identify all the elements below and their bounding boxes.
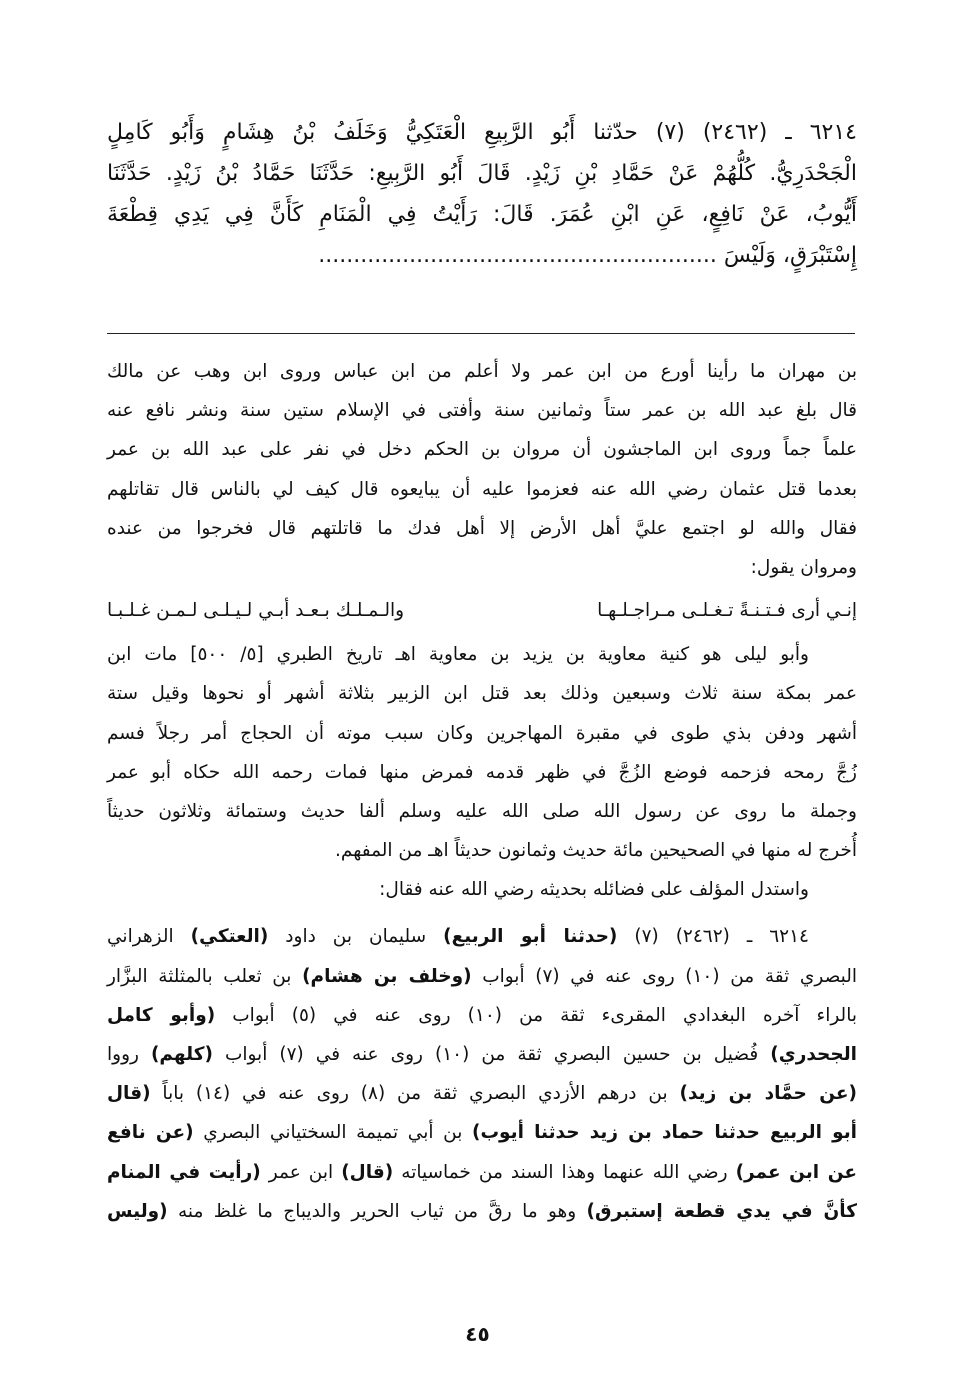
hadith-line: أَيُّوبُ، عَنْ نَافِعٍ، عَنِ ابْنِ عُمَرَ. قَالَ: رَأَيْتُ فِي الْمَنَامِ كَأَنَّ فِي يَدِي قِطْعَةَ: [107, 202, 857, 227]
quoted-matn-text: كأنَّ في يدي قطعة إستبرق): [586, 1200, 857, 1222]
commentary-text-segment: ومروان يقول:: [750, 556, 857, 578]
commentary-line: [107, 548, 857, 587]
quoted-matn-text: (عن نافع: [107, 1122, 194, 1144]
commentary-line: [107, 996, 857, 1035]
commentary-text-segment: بالراء آخره البغدادي المقرىء ثقة من (١٠) روى عنه في (٥) أبواب: [215, 1004, 857, 1026]
commentary-text-segment: سليمان بن داود: [268, 926, 444, 948]
quoted-matn-text: (وليس: [107, 1200, 168, 1222]
hadith-text: [107, 112, 857, 276]
quoted-matn-text: (حدثنا أبو الربيع): [443, 926, 618, 948]
commentary-text-segment: وأبو ليلى هو كنية معاوية بن يزيد بن معاوية اهـ تاريخ الطبري [٥/ ٥٠٠] مات ابن: [107, 644, 809, 666]
commentary-line: [107, 792, 857, 831]
commentary-text-segment: ابن عمر: [260, 1161, 342, 1183]
commentary-line: [107, 870, 857, 909]
quoted-matn-text: (قال): [341, 1161, 394, 1183]
commentary-text-segment: قال بلغ عبد الله بن عمر ستاً وثمانين سنة وأفتى في الإسلام ستين سنة ونشر نافع عنه: [107, 400, 857, 422]
page-number: ٤٥: [465, 1322, 490, 1346]
commentary-text-segment: رووا: [107, 1044, 151, 1065]
commentary-text-segment: رضي الله عنهما وهذا السند من خماسياته: [393, 1161, 736, 1183]
commentary-text-segment: بن أبي تميمة السختياني البصري: [193, 1122, 472, 1144]
commentary-text-segment: أُخرج له منها في الصحيحين مائة حديث وثمانون حديثاً اهـ من المفهم.: [335, 840, 857, 862]
commentary-line: [107, 1074, 857, 1113]
commentary-line: [107, 831, 857, 870]
separator-line: [107, 333, 855, 334]
commentary-text-segment: الزهراني: [107, 926, 191, 948]
commentary-line: [107, 1192, 857, 1231]
commentary-line: [107, 674, 857, 713]
commentary-line: [107, 753, 857, 792]
quoted-matn-text: عن ابن عمر): [735, 1161, 858, 1183]
hadith-line: الْجَحْدَرِيُّ. كُلُّهُمْ عَنْ حَمَّادِ بْنِ زَيْدٍ. قَالَ أَبُو الرَّبِيعِ: حَدَّثَنَا حَمَّادُ بْنُ زَيْدٍ. حَدَّثَنَا: [107, 161, 857, 186]
commentary-text: [107, 352, 857, 1231]
commentary-text-segment: وجملة ما روى عن رسول الله صلى الله عليه وسلم ألفا حديث وستمائة وثلاثون حديثاً: [107, 800, 857, 822]
commentary-text-segment: فُضيل بن حسين البصري ثقة من (١٠) روى عنه في (٧) أبواب: [212, 1044, 771, 1065]
hadith-line: ٦٢١٤ ـ (٢٤٦٢) (٧) حدّثنا أَبُو الرَّبِيعِ الْعَتَكِيُّ وَخَلَفُ بْنُ هِشَامٍ وَأَبُو كَامِلٍ: [107, 120, 857, 145]
commentary-line: [107, 352, 857, 391]
commentary-text-segment: فقال والله لو اجتمع عليَّ أهل الأرض إلا أهل فدك ما قاتلتهم قال فخرجوا من عنده: [107, 517, 857, 539]
commentary-text-segment: البصري ثقة من (١٠) روى عنه في (٧) أبواب: [471, 965, 857, 987]
commentary-text-segment: بعدما قتل عثمان رضي الله عنه فعزموا عليه أن يبايعوه قال كيف لي بالناس قال تقاتلهم: [107, 478, 857, 500]
poetry-verse: [107, 587, 857, 635]
quoted-matn-text: (كلهم): [150, 1044, 213, 1065]
verse-second-hemistich: والـمـلـك بـعـد أبـي لـيـلـى لـمـن غـلـبـا: [107, 600, 405, 622]
quoted-matn-text: (العتكي): [190, 926, 269, 948]
commentary-line: [107, 714, 857, 753]
hadith-line: إِسْتَبْرَقٍ، وَلَيْسَ .........................................................: [318, 243, 857, 268]
commentary-line: [107, 635, 857, 674]
commentary-line: [107, 1035, 857, 1074]
commentary-text-segment: أشهر ودفن بذي طوى في مقبرة المهاجرين وكان سبب موته أن الحجاج أمر رجلاً فسم: [107, 722, 857, 744]
quoted-matn-text: أبو الربيع حدثنا حماد بن زيد حدثنا أيوب): [471, 1122, 857, 1144]
quoted-matn-text: (وخلف بن هشام): [302, 965, 472, 987]
quoted-matn-text: (وأبو كامل: [107, 1004, 216, 1026]
commentary-line: [107, 391, 857, 430]
commentary-line: [107, 509, 857, 548]
commentary-line: [107, 430, 857, 469]
quoted-matn-text: الجحدري): [770, 1044, 857, 1065]
commentary-line: [107, 957, 857, 996]
commentary-text-segment: علماً جماً وروى ابن الماجشون أن مروان بن الحكم دخل في نفر على عبد الله بن عمر: [107, 439, 857, 461]
quoted-matn-text: (قال: [107, 1083, 151, 1105]
commentary-text-segment: بن درهم الأزدي البصري ثقة من (٨) روى عنه في (١٤) باباً: [150, 1083, 680, 1105]
commentary-text-segment: ٦٢١٤ ـ (٢٤٦٢) (٧): [617, 926, 809, 948]
commentary-text-segment: واستدل المؤلف على فضائله بحديثه رضي الله عنه فقال:: [379, 879, 809, 901]
commentary-text-segment: بن ثعلب بالمثلثة البزَّار: [107, 965, 303, 987]
commentary-line: [107, 917, 857, 956]
commentary-text-segment: زُجَّ رمحه فزحمه فوضع الزُجَّ في ظهر قدمه فمرض منها فمات رحمه الله حكاه أبو عمر: [107, 761, 857, 783]
commentary-text-segment: بن مهران ما رأينا أورع من ابن عمر ولا أعلم من ابن عباس وروى ابن وهب عن مالك: [107, 361, 857, 382]
commentary-line: [107, 1153, 857, 1192]
commentary-line: [107, 470, 857, 509]
quoted-matn-text: (عن حمَّاد بن زيد): [679, 1083, 858, 1105]
quoted-matn-text: (رأيت في المنام: [107, 1161, 261, 1183]
commentary-line: [107, 1113, 857, 1152]
commentary-text-segment: وهو ما رقَّ من ثياب الحرير والديباج ما غلظ منه: [167, 1200, 587, 1222]
commentary-text-segment: عمر بمكة سنة ثلاث وسبعين وذلك بعد قتل ابن الزبير بثلاثة أشهر أو نحوها وقيل ستة: [107, 683, 857, 705]
verse-first-hemistich: إنـي أرى فـتـنـةً تـغـلـى مـراجـلـهـا: [597, 600, 857, 622]
